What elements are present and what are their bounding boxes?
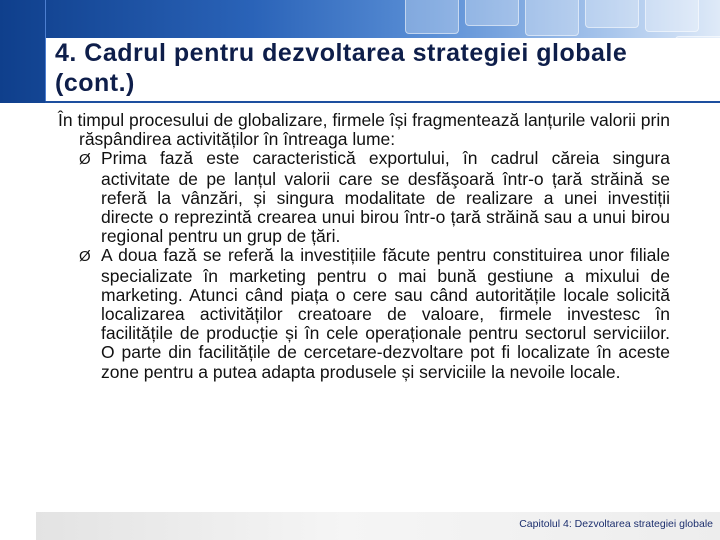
intro-paragraph: În timpul procesului de globalizare, firmele își fragmentează lanțurile valorii prin răspândirea activităților în întreaga lume: — [58, 110, 670, 150]
decor-tile — [585, 0, 639, 28]
bullet-item-2 — [58, 246, 670, 381]
slide-footer — [36, 512, 720, 540]
title-divider — [45, 101, 720, 103]
arrow-bullet-icon: Ø — [79, 248, 91, 266]
slide-title: 4. Cadrul pentru dezvoltarea strategiei globale (cont.) — [55, 39, 628, 97]
header-left-line — [45, 0, 46, 103]
bullet-item-1 — [58, 149, 670, 246]
decor-tile — [465, 0, 519, 26]
slide-body — [58, 111, 670, 382]
bullet-text: A doua fază se referă la investițiile făcute pentru constituirea unor filiale specializate în marketing pentru o mai bună gestiune a mixului de marketing. Atunci când piața o cere sau când autoritățile locale solicită localizarea activităților creatoare de valoare, firmele investesc în facilitățile de producție și în cele operaționale pentru sectorul serviciilor. O parte din facilitățile de cercetare-dezvoltare pot fi localizate în aceste zone pentru a putea adapta produsele și serviciile la nevoile locale. — [101, 245, 670, 382]
decor-tile — [525, 0, 579, 36]
footer-chapter-label: Capitolul 4: Dezvoltarea strategiei globale — [519, 518, 713, 530]
bullet-text: Prima fază este caracteristică exportului, în cadrul căreia singura activitate de pe lanțul valorii care se desfăşoară într-o țară străină se referă la vânzări, și singura modalitate de realizare a unei investiții directe o reprezintă crearea unui birou într-o țară străină sau a unui birou regional pentru un grup de țări. — [101, 148, 670, 247]
arrow-bullet-icon: Ø — [79, 151, 91, 169]
decor-tile — [405, 0, 459, 34]
decor-tile — [645, 0, 699, 32]
